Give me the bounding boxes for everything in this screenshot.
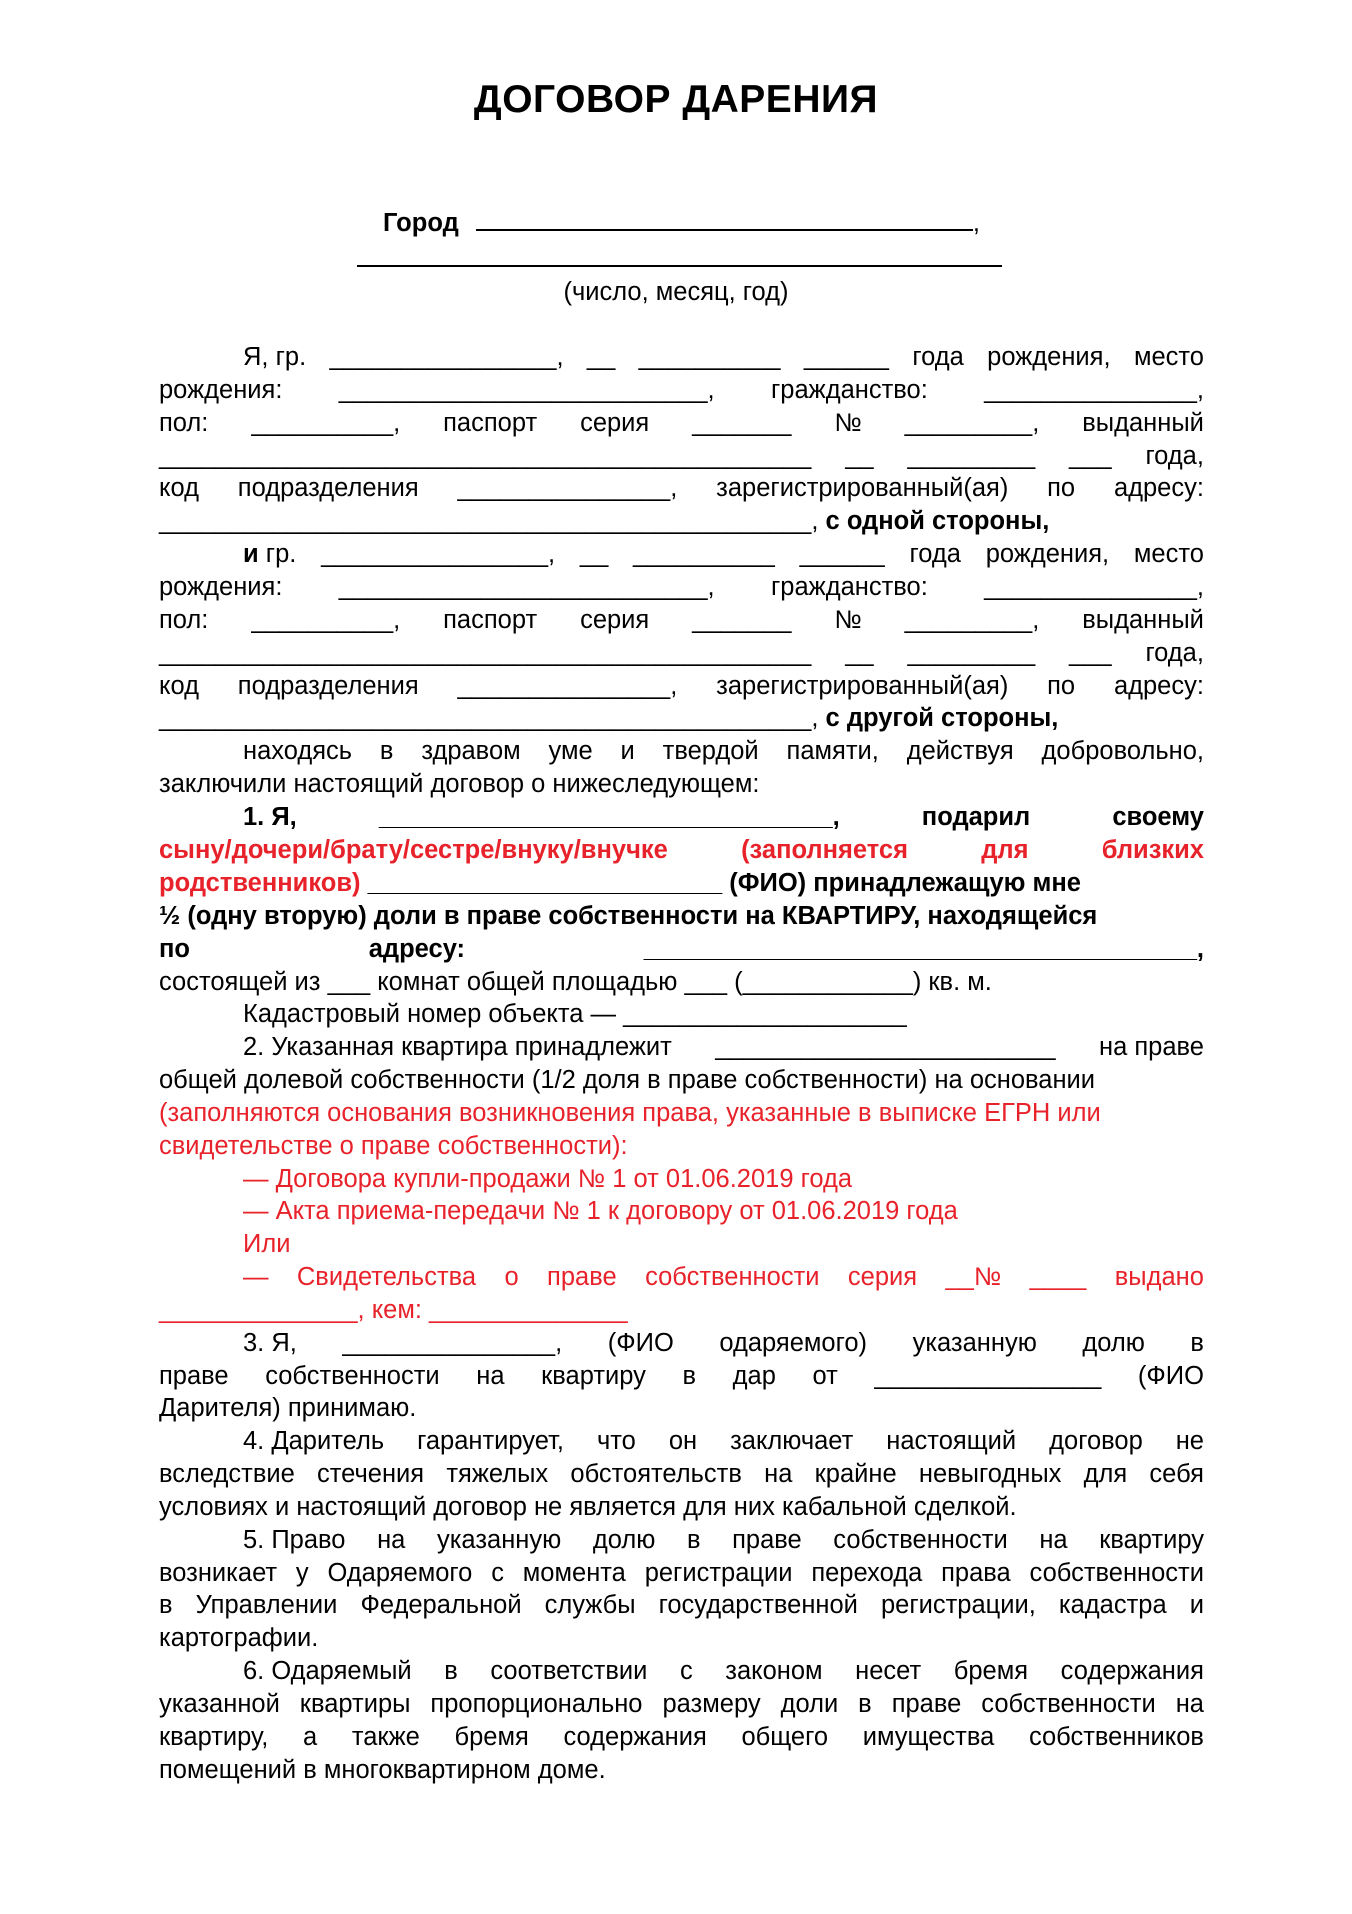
clause4-line2	[159, 1458, 1204, 1491]
word: в	[444, 1657, 458, 1685]
word: вследствие	[159, 1460, 295, 1488]
party2-year-field[interactable]: ______	[799, 540, 885, 568]
clause5-line2	[159, 1557, 1204, 1590]
fill-in-field[interactable]: _______	[692, 409, 792, 437]
word: (ФИО	[607, 1329, 674, 1357]
party2-word: место	[1133, 540, 1204, 568]
fill-in-field[interactable]: __________________________,	[338, 376, 715, 404]
party1-line5	[159, 472, 1204, 505]
word: Федеральной	[360, 1591, 522, 1619]
party2-day-field[interactable]: __	[579, 540, 609, 568]
word: Свидетельства	[296, 1263, 477, 1291]
word: рождения:	[159, 376, 283, 404]
word: зарегистрированный(ая)	[716, 672, 1009, 700]
party1-side-label: с одной стороны,	[825, 507, 1050, 535]
fill-in-field[interactable]: _______________,	[984, 573, 1204, 601]
word: праве	[891, 1690, 962, 1718]
word: 3. Я,	[243, 1329, 297, 1357]
clause5-line1	[243, 1524, 1204, 1557]
clause3-line1	[243, 1327, 1204, 1360]
word: Одаряемого	[327, 1559, 473, 1587]
word: на	[377, 1526, 406, 1554]
clause1-recipient-field[interactable]: _________________________	[367, 869, 723, 897]
clause2-or: Или	[243, 1230, 291, 1258]
word: невыгодных	[918, 1460, 1062, 1488]
fill-in-field[interactable]: _________,	[904, 409, 1040, 437]
city-comma: ,	[972, 209, 980, 237]
date-field[interactable]	[357, 265, 1002, 267]
fill-in-field[interactable]: __№	[945, 1263, 1002, 1291]
party2-line5	[159, 670, 1204, 703]
word: года,	[1145, 442, 1204, 470]
party2-word: года	[909, 540, 961, 568]
word: для	[981, 836, 1029, 864]
word: тяжелых	[446, 1460, 549, 1488]
word: место	[1133, 343, 1204, 371]
word: серия	[580, 409, 650, 437]
party2-month-field[interactable]: __________	[633, 540, 775, 568]
word: права	[941, 1559, 1011, 1587]
document-title: ДОГОВОР ДАРЕНИЯ	[473, 78, 879, 121]
word: доли	[780, 1690, 839, 1718]
word: своему	[1112, 803, 1204, 831]
clause1-line2	[159, 834, 1204, 867]
word: собственности	[833, 1526, 1008, 1554]
word: адресу:	[368, 935, 466, 963]
word: гарантирует,	[417, 1427, 565, 1455]
word: гражданство:	[770, 376, 928, 404]
party1-line1	[243, 341, 1204, 374]
word: по	[1047, 474, 1076, 502]
word: 1. Я,	[243, 803, 297, 831]
word: договор	[1049, 1427, 1143, 1455]
word: бремя	[454, 1723, 529, 1751]
word: на	[1175, 1690, 1204, 1718]
party1-line4	[159, 440, 1204, 473]
word: —	[243, 1263, 269, 1291]
word: для	[1083, 1460, 1128, 1488]
word: праве	[732, 1526, 802, 1554]
word: указанную	[912, 1329, 1037, 1357]
word: рождения:	[159, 573, 283, 601]
word: себя	[1149, 1460, 1204, 1488]
city-label: Город	[383, 209, 459, 237]
word: общего	[741, 1723, 829, 1751]
word: что	[597, 1427, 636, 1455]
clause1-line4: ½ (одну вторую) доли в праве собственности на КВАРТИРУ, находящейся	[159, 902, 1098, 930]
word: гражданство:	[770, 573, 928, 601]
clause2-basis-note: (заполняются основания возникновения права, указанные в выписке ЕГРН или	[159, 1099, 1101, 1127]
word: в	[858, 1690, 872, 1718]
word: рождения,	[987, 343, 1111, 371]
intro-line1	[243, 735, 1204, 768]
word: №	[834, 409, 862, 437]
word: выданный	[1082, 606, 1204, 634]
clause1-relatives-note: родственников)	[159, 869, 361, 897]
word: кадастра	[1058, 1591, 1167, 1619]
word: на	[764, 1460, 793, 1488]
word: с	[679, 1657, 693, 1685]
word: выдано	[1114, 1263, 1204, 1291]
party1-line2	[159, 374, 1204, 407]
word: квартиру,	[159, 1723, 269, 1751]
word: собственности	[265, 1362, 440, 1390]
word: квартиру	[541, 1362, 646, 1390]
clause5-line3	[159, 1589, 1204, 1622]
word: указанную	[436, 1526, 562, 1554]
word: стечения	[317, 1460, 425, 1488]
fill-in-field[interactable]: _______	[692, 606, 792, 634]
clause2-line2: общей долевой собственности (1/2 доля в праве собственности) на основании	[159, 1066, 1096, 1094]
word: долю	[592, 1526, 656, 1554]
word: регистрации	[644, 1559, 793, 1587]
word: законом	[725, 1657, 823, 1685]
word: от	[812, 1362, 838, 1390]
fill-in-field[interactable]: _________	[907, 442, 1036, 470]
word: серия	[580, 606, 650, 634]
word: перехода	[811, 1559, 923, 1587]
word: по	[159, 935, 190, 963]
fill-in-field[interactable]: __________,	[251, 606, 401, 634]
word: пол:	[159, 606, 209, 634]
word: по	[1047, 672, 1076, 700]
party2-line4	[159, 637, 1204, 670]
word: сыну/дочери/брату/сестре/внуку/внучке	[159, 836, 668, 864]
clause2-line1	[243, 1031, 1204, 1064]
word: код	[159, 672, 199, 700]
word: государственной	[658, 1591, 858, 1619]
word: Управлении	[195, 1591, 338, 1619]
party1-address-field[interactable]: ______________________________________________,	[159, 507, 819, 535]
party1-line3	[159, 407, 1204, 440]
city-field[interactable]	[476, 207, 973, 231]
word: года	[912, 343, 964, 371]
word: с	[491, 1559, 504, 1587]
fill-in-field[interactable]: _________	[907, 639, 1036, 667]
clause6-line3	[159, 1721, 1204, 1754]
word: на	[1039, 1526, 1068, 1554]
word: одаряемого)	[719, 1329, 868, 1357]
word: подарил	[921, 803, 1031, 831]
word: паспорт	[443, 409, 538, 437]
fill-in-field[interactable]: __	[845, 442, 874, 470]
fill-in-field[interactable]: ______________________________________________	[159, 639, 812, 667]
clause2-bullet-contract: — Договора купли-продажи № 1 от 01.06.2019 года	[243, 1165, 853, 1193]
fill-in-field[interactable]: _______________,	[342, 1329, 563, 1357]
word: собственности	[1029, 1559, 1204, 1587]
party2-word: рождения,	[985, 540, 1110, 568]
word: и	[620, 737, 635, 765]
word: 2. Указанная квартира принадлежит	[243, 1033, 672, 1061]
intro-line2: заключили настоящий договор о нижеследующем:	[159, 770, 760, 798]
word: в	[159, 1591, 173, 1619]
word: (ФИО	[1137, 1362, 1204, 1390]
word: возникает	[159, 1559, 278, 1587]
word: заключает	[730, 1427, 854, 1455]
word: действуя	[906, 737, 1014, 765]
word: на праве	[1099, 1033, 1204, 1061]
word: соответствии	[490, 1657, 648, 1685]
fill-in-field[interactable]: __________	[638, 343, 781, 371]
fill-in-field[interactable]: ________________________	[715, 1033, 1056, 1061]
clause6-line2	[159, 1688, 1204, 1721]
clause5-line4: картографии.	[159, 1624, 319, 1652]
fill-in-field[interactable]: __________________________,	[338, 573, 715, 601]
party2-side-label: с другой стороны,	[825, 704, 1059, 732]
fill-in-field[interactable]: __	[586, 343, 616, 371]
word: подразделения	[237, 474, 419, 502]
word: адресу:	[1113, 474, 1204, 502]
fill-in-field[interactable]: ________________________________,	[378, 803, 840, 831]
word: в	[682, 1362, 697, 1390]
clause6-line4: помещений в многоквартирном доме.	[159, 1756, 606, 1784]
clause1-line5	[159, 933, 1204, 966]
word: Я, гр.	[243, 343, 307, 371]
fill-in-field[interactable]: ___	[1069, 442, 1112, 470]
word: пропорционально	[430, 1690, 643, 1718]
fill-in-field[interactable]: ______________________________________________	[159, 442, 812, 470]
fill-in-field[interactable]: _______________________________________,	[643, 935, 1204, 963]
word: у	[295, 1559, 309, 1587]
fill-in-field[interactable]: ____	[1029, 1263, 1087, 1291]
word: момента	[522, 1559, 626, 1587]
party2-gr: гр.	[265, 540, 297, 568]
word: также	[351, 1723, 420, 1751]
word: в	[686, 1526, 701, 1554]
fill-in-field[interactable]: _______________,	[457, 672, 678, 700]
party1-line6	[159, 505, 1204, 538]
party2-line6	[159, 702, 1204, 735]
word: здравом	[421, 737, 521, 765]
clause1-line3	[159, 867, 1204, 900]
clause2-bullet-act: — Акта приема-передачи № 1 к договору от 01.06.2019 года	[243, 1197, 958, 1225]
word: 5. Право	[243, 1526, 346, 1554]
city-line	[383, 207, 1023, 240]
word: содержания	[563, 1723, 707, 1751]
word: №	[834, 606, 862, 634]
word: паспорт	[443, 606, 538, 634]
clause3-line2	[159, 1360, 1204, 1393]
fill-in-field[interactable]: ___	[1069, 639, 1112, 667]
word: крайне	[814, 1460, 897, 1488]
fill-in-field[interactable]: ________________,	[329, 343, 564, 371]
word: собственности	[645, 1263, 820, 1291]
fill-in-field[interactable]: _______________,	[457, 474, 678, 502]
word: он	[668, 1427, 698, 1455]
fill-in-field[interactable]: __________,	[251, 409, 401, 437]
word: дар	[732, 1362, 776, 1390]
word: 6. Одаряемый	[243, 1657, 412, 1685]
clause2-basis-note-cont: свидетельстве о праве собственности):	[159, 1132, 628, 1160]
clause1-line6: состоящей из ___ комнат общей площадью ___ (____________) кв. м.	[159, 968, 992, 996]
word: в	[1190, 1329, 1204, 1357]
word: праве	[159, 1362, 229, 1390]
word: твердой	[662, 737, 759, 765]
word: имущества	[862, 1723, 995, 1751]
word: и	[1189, 1591, 1204, 1619]
word: собственности	[981, 1690, 1156, 1718]
word: размеру	[662, 1690, 761, 1718]
word: серия	[847, 1263, 918, 1291]
word: регистрации,	[880, 1591, 1036, 1619]
word: близких	[1101, 836, 1204, 864]
word: код	[159, 474, 199, 502]
word: а	[303, 1723, 318, 1751]
word: 4. Даритель	[243, 1427, 385, 1455]
word: несет	[855, 1657, 922, 1685]
fill-in-field[interactable]: _______________,	[984, 376, 1204, 404]
word: квартиры	[299, 1690, 411, 1718]
word: в	[379, 737, 394, 765]
word: содержания	[1060, 1657, 1204, 1685]
clause1-line1	[243, 801, 1204, 834]
word: долю	[1082, 1329, 1145, 1357]
clause1-ownership-text: (ФИО) принадлежащую мне	[729, 869, 1081, 897]
party2-address-field[interactable]: ______________________________________________,	[159, 704, 819, 732]
clause3-line3: Дарителя) принимаю.	[159, 1394, 417, 1422]
fill-in-field[interactable]: __	[845, 639, 874, 667]
party2-line3	[159, 604, 1204, 637]
word: подразделения	[237, 672, 419, 700]
party2-line2	[159, 571, 1204, 604]
fill-in-field[interactable]: ______	[803, 343, 889, 371]
word: на	[476, 1362, 505, 1390]
clause6-line1	[243, 1655, 1204, 1688]
party2-line1	[243, 538, 1204, 571]
word: квартиру	[1099, 1526, 1204, 1554]
word: памяти,	[786, 737, 879, 765]
word: указанной	[159, 1690, 280, 1718]
word: добровольно,	[1041, 737, 1204, 765]
word: о	[504, 1263, 519, 1291]
clause4-line3: условиях и настоящий договор не является для них кабальной сделкой.	[159, 1493, 1017, 1521]
word: года,	[1145, 639, 1204, 667]
clause4-line1	[243, 1425, 1204, 1458]
party2-name-field[interactable]: ________________,	[321, 540, 556, 568]
word: находясь	[243, 737, 353, 765]
word: (заполняется	[741, 836, 908, 864]
word: настоящий	[886, 1427, 1017, 1455]
word: адресу:	[1113, 672, 1204, 700]
word: пол:	[159, 409, 209, 437]
party2-and: и	[243, 540, 259, 568]
word: бремя	[953, 1657, 1029, 1685]
word: выданный	[1082, 409, 1204, 437]
word: праве	[547, 1263, 617, 1291]
fill-in-field[interactable]: _________,	[904, 606, 1040, 634]
word: зарегистрированный(ая)	[716, 474, 1009, 502]
clause2-bullet-certificate	[243, 1261, 1204, 1294]
word: обстоятельств	[570, 1460, 742, 1488]
clause2-certificate-cont: ______________, кем: ______________	[159, 1296, 628, 1324]
date-hint: (число, месяц, год)	[563, 278, 789, 306]
cadastral-number-line: Кадастровый номер объекта — ____________________	[243, 1000, 907, 1028]
word: службы	[544, 1591, 636, 1619]
fill-in-field[interactable]: ________________	[874, 1362, 1102, 1390]
word: не	[1175, 1427, 1204, 1455]
word: собственников	[1028, 1723, 1204, 1751]
word: уме	[548, 737, 593, 765]
